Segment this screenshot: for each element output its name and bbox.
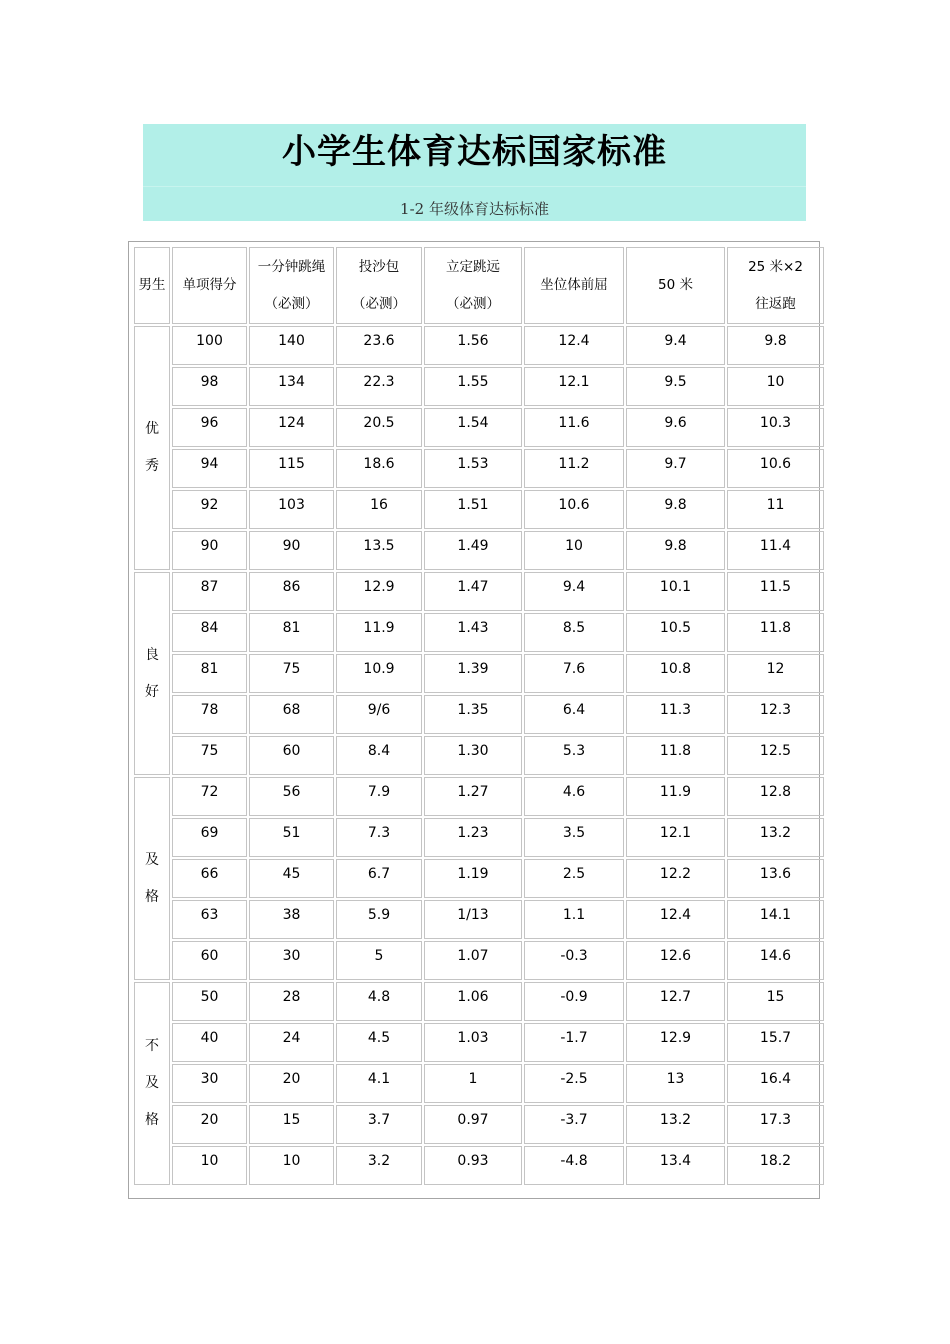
table-row xyxy=(134,859,824,898)
banner-divider xyxy=(143,186,806,187)
cell-shuttle: 14.6 xyxy=(727,941,824,980)
cell-sandbag: 3.2 xyxy=(336,1146,422,1185)
table-row xyxy=(134,982,824,1021)
header-shuttle-note: 往返跑 xyxy=(755,295,796,312)
table-body xyxy=(134,247,824,1185)
cell-sandbag: 4.8 xyxy=(336,982,422,1021)
cell-jump: 1.23 xyxy=(424,818,522,857)
header-50m: 50 米 xyxy=(626,247,725,324)
cell-rope: 45 xyxy=(249,859,334,898)
table-row xyxy=(134,1146,824,1185)
cell-sandbag: 13.5 xyxy=(336,531,422,570)
cell-jump: 1.51 xyxy=(424,490,522,529)
cell-rope: 68 xyxy=(249,695,334,734)
cell-sandbag: 7.9 xyxy=(336,777,422,816)
cell-sandbag: 9/6 xyxy=(336,695,422,734)
cell-sitreach: 5.3 xyxy=(524,736,624,775)
header-sandbag-note: （必测） xyxy=(352,295,406,312)
cell-score: 87 xyxy=(172,572,247,611)
cell-sandbag: 3.7 xyxy=(336,1105,422,1144)
cell-shuttle: 12.3 xyxy=(727,695,824,734)
cell-score: 81 xyxy=(172,654,247,693)
cell-m50: 9.6 xyxy=(626,408,725,447)
cell-sitreach: -0.3 xyxy=(524,941,624,980)
table-row xyxy=(134,654,824,693)
grade-label-char: 及 xyxy=(145,1075,159,1091)
cell-sitreach: -4.8 xyxy=(524,1146,624,1185)
header-jump-note: （必测） xyxy=(446,295,500,312)
header-gender: 男生 xyxy=(134,247,170,324)
grade-label xyxy=(134,777,170,980)
header-rope-title: 一分钟跳绳 xyxy=(257,258,326,275)
cell-score: 50 xyxy=(172,982,247,1021)
header-sandbag xyxy=(336,247,422,324)
title-banner xyxy=(143,124,806,221)
cell-sitreach: -2.5 xyxy=(524,1064,624,1103)
cell-shuttle: 11.5 xyxy=(727,572,824,611)
cell-score: 90 xyxy=(172,531,247,570)
cell-score: 30 xyxy=(172,1064,247,1103)
cell-jump: 0.97 xyxy=(424,1105,522,1144)
grade-label-char: 格 xyxy=(145,888,159,905)
cell-rope: 81 xyxy=(249,613,334,652)
cell-jump: 1.56 xyxy=(424,326,522,365)
header-shuttle-title: 25 米×2 xyxy=(748,258,803,275)
cell-jump: 1/13 xyxy=(424,900,522,939)
cell-m50: 9.4 xyxy=(626,326,725,365)
cell-shuttle: 13.2 xyxy=(727,818,824,857)
cell-sitreach: 8.5 xyxy=(524,613,624,652)
table-row xyxy=(134,326,824,365)
cell-shuttle: 15 xyxy=(727,982,824,1021)
cell-rope: 30 xyxy=(249,941,334,980)
cell-rope: 15 xyxy=(249,1105,334,1144)
cell-rope: 56 xyxy=(249,777,334,816)
cell-m50: 9.7 xyxy=(626,449,725,488)
cell-shuttle: 9.8 xyxy=(727,326,824,365)
grade-label xyxy=(134,982,170,1185)
cell-score: 96 xyxy=(172,408,247,447)
cell-m50: 12.4 xyxy=(626,900,725,939)
cell-sandbag: 23.6 xyxy=(336,326,422,365)
cell-jump: 1.43 xyxy=(424,613,522,652)
cell-m50: 12.7 xyxy=(626,982,725,1021)
header-jump xyxy=(424,247,522,324)
cell-m50: 10.5 xyxy=(626,613,725,652)
cell-sitreach: 6.4 xyxy=(524,695,624,734)
cell-sitreach: 9.4 xyxy=(524,572,624,611)
cell-shuttle: 10.3 xyxy=(727,408,824,447)
header-jump-title: 立定跳远 xyxy=(446,258,500,275)
cell-jump: 1.49 xyxy=(424,531,522,570)
cell-score: 78 xyxy=(172,695,247,734)
cell-jump: 1.53 xyxy=(424,449,522,488)
cell-jump: 1.19 xyxy=(424,859,522,898)
cell-sitreach: 3.5 xyxy=(524,818,624,857)
cell-jump: 1.03 xyxy=(424,1023,522,1062)
cell-sitreach: -1.7 xyxy=(524,1023,624,1062)
cell-rope: 124 xyxy=(249,408,334,447)
cell-m50: 11.8 xyxy=(626,736,725,775)
cell-rope: 115 xyxy=(249,449,334,488)
table-row xyxy=(134,1023,824,1062)
table-row xyxy=(134,613,824,652)
cell-sitreach: 11.6 xyxy=(524,408,624,447)
grade-label xyxy=(134,572,170,775)
table-row xyxy=(134,531,824,570)
cell-shuttle: 15.7 xyxy=(727,1023,824,1062)
cell-score: 63 xyxy=(172,900,247,939)
table-row xyxy=(134,818,824,857)
cell-rope: 51 xyxy=(249,818,334,857)
cell-score: 98 xyxy=(172,367,247,406)
cell-jump: 1.30 xyxy=(424,736,522,775)
cell-shuttle: 11 xyxy=(727,490,824,529)
cell-rope: 28 xyxy=(249,982,334,1021)
cell-m50: 10.8 xyxy=(626,654,725,693)
cell-shuttle: 12.8 xyxy=(727,777,824,816)
cell-jump: 1 xyxy=(424,1064,522,1103)
cell-shuttle: 11.8 xyxy=(727,613,824,652)
table-row xyxy=(134,1064,824,1103)
cell-sitreach: 1.1 xyxy=(524,900,624,939)
grade-label-char: 格 xyxy=(145,1112,159,1128)
table-row xyxy=(134,900,824,939)
cell-m50: 13 xyxy=(626,1064,725,1103)
cell-rope: 75 xyxy=(249,654,334,693)
cell-rope: 60 xyxy=(249,736,334,775)
cell-m50: 9.5 xyxy=(626,367,725,406)
cell-sandbag: 11.9 xyxy=(336,613,422,652)
cell-m50: 9.8 xyxy=(626,490,725,529)
grade-label-char: 及 xyxy=(145,851,159,868)
cell-jump: 1.35 xyxy=(424,695,522,734)
cell-sandbag: 6.7 xyxy=(336,859,422,898)
header-shuttle xyxy=(727,247,824,324)
cell-jump: 1.07 xyxy=(424,941,522,980)
cell-shuttle: 16.4 xyxy=(727,1064,824,1103)
standards-table xyxy=(132,245,826,1187)
table-row xyxy=(134,695,824,734)
cell-sandbag: 4.5 xyxy=(336,1023,422,1062)
header-sitreach: 坐位体前屈 xyxy=(524,247,624,324)
cell-sandbag: 20.5 xyxy=(336,408,422,447)
cell-m50: 12.6 xyxy=(626,941,725,980)
cell-m50: 13.4 xyxy=(626,1146,725,1185)
cell-shuttle: 11.4 xyxy=(727,531,824,570)
table-row xyxy=(134,736,824,775)
cell-sitreach: -0.9 xyxy=(524,982,624,1021)
cell-sandbag: 4.1 xyxy=(336,1064,422,1103)
grade-label-char: 良 xyxy=(145,646,159,663)
cell-rope: 103 xyxy=(249,490,334,529)
cell-sandbag: 16 xyxy=(336,490,422,529)
cell-m50: 11.3 xyxy=(626,695,725,734)
cell-jump: 1.55 xyxy=(424,367,522,406)
cell-sandbag: 18.6 xyxy=(336,449,422,488)
cell-score: 72 xyxy=(172,777,247,816)
cell-shuttle: 18.2 xyxy=(727,1146,824,1185)
header-row xyxy=(134,247,824,324)
cell-score: 69 xyxy=(172,818,247,857)
grade-label-char: 不 xyxy=(145,1038,159,1054)
cell-score: 40 xyxy=(172,1023,247,1062)
header-sandbag-title: 投沙包 xyxy=(358,258,400,275)
cell-rope: 140 xyxy=(249,326,334,365)
cell-sandbag: 8.4 xyxy=(336,736,422,775)
cell-shuttle: 12 xyxy=(727,654,824,693)
table-row xyxy=(134,777,824,816)
cell-m50: 12.2 xyxy=(626,859,725,898)
cell-m50: 13.2 xyxy=(626,1105,725,1144)
cell-sitreach: -3.7 xyxy=(524,1105,624,1144)
cell-rope: 24 xyxy=(249,1023,334,1062)
table-row xyxy=(134,572,824,611)
cell-score: 94 xyxy=(172,449,247,488)
cell-sandbag: 5 xyxy=(336,941,422,980)
header-score: 单项得分 xyxy=(172,247,247,324)
page-subtitle: 1-2 年级体育达标标准 xyxy=(400,200,549,218)
cell-score: 100 xyxy=(172,326,247,365)
table-row xyxy=(134,408,824,447)
grade-label xyxy=(134,326,170,570)
cell-sandbag: 5.9 xyxy=(336,900,422,939)
cell-jump: 1.27 xyxy=(424,777,522,816)
table-row xyxy=(134,490,824,529)
cell-shuttle: 12.5 xyxy=(727,736,824,775)
cell-rope: 20 xyxy=(249,1064,334,1103)
table-row xyxy=(134,941,824,980)
cell-shuttle: 10 xyxy=(727,367,824,406)
table-row xyxy=(134,1105,824,1144)
cell-m50: 12.1 xyxy=(626,818,725,857)
cell-sandbag: 10.9 xyxy=(336,654,422,693)
table-row xyxy=(134,449,824,488)
cell-rope: 10 xyxy=(249,1146,334,1185)
cell-jump: 1.39 xyxy=(424,654,522,693)
cell-score: 75 xyxy=(172,736,247,775)
cell-sitreach: 10.6 xyxy=(524,490,624,529)
cell-score: 66 xyxy=(172,859,247,898)
grade-label-char: 秀 xyxy=(145,458,159,474)
cell-jump: 1.54 xyxy=(424,408,522,447)
cell-sitreach: 11.2 xyxy=(524,449,624,488)
cell-sandbag: 7.3 xyxy=(336,818,422,857)
cell-sitreach: 10 xyxy=(524,531,624,570)
cell-sitreach: 12.4 xyxy=(524,326,624,365)
cell-rope: 134 xyxy=(249,367,334,406)
cell-sitreach: 4.6 xyxy=(524,777,624,816)
grade-label-char: 好 xyxy=(145,683,159,700)
page-title: 小学生体育达标国家标准 xyxy=(282,132,667,172)
cell-shuttle: 13.6 xyxy=(727,859,824,898)
cell-rope: 38 xyxy=(249,900,334,939)
cell-sandbag: 22.3 xyxy=(336,367,422,406)
cell-sitreach: 2.5 xyxy=(524,859,624,898)
standards-table-frame xyxy=(128,241,820,1199)
cell-score: 10 xyxy=(172,1146,247,1185)
cell-sandbag: 12.9 xyxy=(336,572,422,611)
grade-label-char: 优 xyxy=(145,421,159,437)
cell-sitreach: 12.1 xyxy=(524,367,624,406)
cell-m50: 10.1 xyxy=(626,572,725,611)
cell-score: 84 xyxy=(172,613,247,652)
table-row xyxy=(134,367,824,406)
cell-m50: 9.8 xyxy=(626,531,725,570)
cell-jump: 1.47 xyxy=(424,572,522,611)
cell-score: 60 xyxy=(172,941,247,980)
cell-shuttle: 17.3 xyxy=(727,1105,824,1144)
cell-m50: 11.9 xyxy=(626,777,725,816)
header-rope-note: （必测） xyxy=(264,295,319,312)
cell-score: 92 xyxy=(172,490,247,529)
cell-jump: 1.06 xyxy=(424,982,522,1021)
cell-jump: 0.93 xyxy=(424,1146,522,1185)
cell-rope: 90 xyxy=(249,531,334,570)
cell-rope: 86 xyxy=(249,572,334,611)
header-rope xyxy=(249,247,334,324)
cell-sitreach: 7.6 xyxy=(524,654,624,693)
cell-shuttle: 10.6 xyxy=(727,449,824,488)
cell-m50: 12.9 xyxy=(626,1023,725,1062)
cell-shuttle: 14.1 xyxy=(727,900,824,939)
cell-score: 20 xyxy=(172,1105,247,1144)
